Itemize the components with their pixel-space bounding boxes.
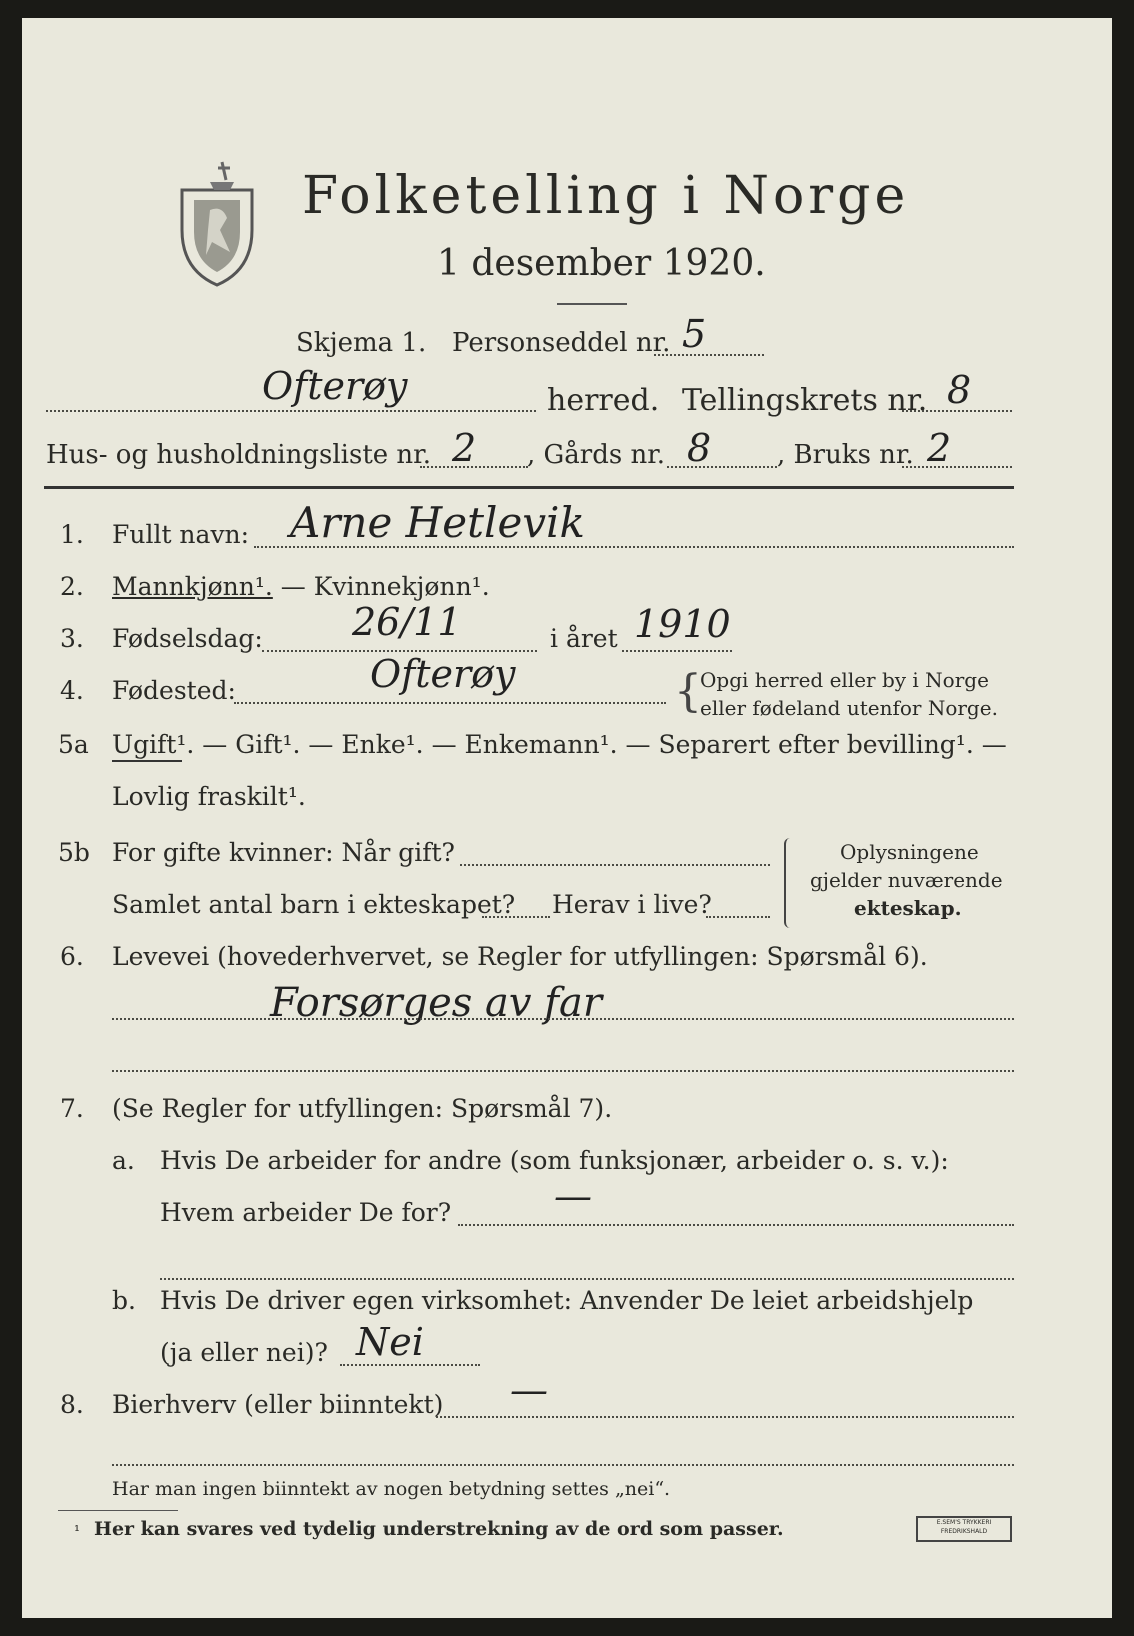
q4-note-line2: eller fødeland utenfor Norge. (700, 696, 998, 720)
q5b-note-line3: ekteskap. (854, 896, 962, 920)
q4-value: Ofterøy (370, 652, 516, 696)
coat-of-arms-icon (172, 160, 262, 290)
q8-label: Bierhverv (eller biinntekt) (112, 1390, 444, 1419)
q3-year-value: 1910 (634, 602, 731, 646)
q7a-line1: Hvis De arbeider for andre (som funksjonær, arbeider o. s. v.): (160, 1146, 949, 1175)
q6-line1 (112, 1018, 1014, 1020)
skjema-label: Skjema 1. (296, 328, 427, 358)
q7-number: 7. (60, 1094, 84, 1123)
q5b-note-line2: gjelder nuværende (810, 868, 1003, 892)
bruks-value: 2 (927, 426, 952, 470)
herred-value: Ofterøy (262, 364, 408, 408)
q5b-label1: For gifte kvinner: Når gift? (112, 838, 455, 867)
q6-number: 6. (60, 942, 84, 971)
husholdningsliste-value: 2 (452, 426, 477, 470)
census-form (22, 18, 1112, 1618)
q3-label: Fødselsdag: (112, 624, 263, 653)
q5a-line2: Lovlig fraskilt¹. (112, 782, 306, 811)
q4-number: 4. (60, 676, 84, 705)
printer-stamp: E.SEM'S TRYKKERI FREDRIKSHALD (916, 1516, 1012, 1542)
q5a-number: 5a (58, 730, 89, 759)
q7a-letter: a. (112, 1146, 135, 1175)
q7a-answer-line (458, 1224, 1014, 1226)
q8-line1 (436, 1416, 1014, 1418)
q7b-value: Nei (356, 1320, 424, 1364)
q7a-line2: Hvem arbeider De for? (160, 1198, 452, 1227)
tellingskrets-label: Tellingskrets nr. (682, 383, 928, 418)
q4-note-line1: Opgi herred eller by i Norge (700, 668, 989, 692)
personseddel-value: 5 (682, 312, 707, 356)
title-rule (557, 303, 627, 305)
personseddel-line (654, 354, 764, 356)
q4-label: Fødested: (112, 676, 236, 705)
q2-number: 2. (60, 572, 84, 601)
q7b-line2: (ja eller nei)? (160, 1338, 328, 1367)
q6-value: Forsørges av far (270, 980, 602, 1026)
q8-value: — (510, 1368, 548, 1412)
q6-line2 (112, 1070, 1014, 1072)
q5a-line1: Ugift¹. — Gift¹. — Enke¹. — Enkemann¹. — Separert efter bevilling¹. — (112, 730, 1007, 759)
q7b-answer-line (340, 1364, 480, 1366)
q6-label: Levevei (hovederhvervet, se Regler for utfyllingen: Spørsmål 6). (112, 942, 928, 971)
q5b-line1 (460, 864, 770, 866)
q5b-number: 5b (58, 838, 90, 867)
q7a-value: — (554, 1174, 592, 1218)
q5b-note-line1: Oplysningene (840, 840, 979, 864)
census-date: 1 desember 1920. (437, 243, 766, 284)
q7-label: (Se Regler for utfyllingen: Spørsmål 7). (112, 1094, 613, 1123)
form-title: Folketelling i Norge (302, 166, 910, 226)
q3-number: 3. (60, 624, 84, 653)
q5b-line3 (706, 916, 770, 918)
q5b-line2 (482, 916, 550, 918)
q1-label: Fullt navn: (112, 520, 250, 549)
q1-value: Arne Hetlevik (290, 498, 585, 547)
bruks-label: , Bruks nr. (777, 440, 914, 470)
q2-separator: — (272, 572, 314, 601)
gards-label: , Gårds nr. (527, 440, 666, 470)
q7a-extra-line (160, 1278, 1014, 1280)
q8-number: 8. (60, 1390, 84, 1419)
footer-note: Har man ingen biinntekt av nogen betydning settes „nei“. (112, 1478, 671, 1500)
gards-value: 8 (687, 426, 712, 470)
footnote-mark: ¹ (74, 1522, 81, 1540)
q3-year-label: i året (550, 624, 618, 653)
q8-line2 (112, 1464, 1014, 1466)
husholdningsliste-label: Hus- og husholdningsliste nr. (46, 440, 432, 470)
footnote-rule (58, 1510, 178, 1511)
q4-brace: { (674, 666, 702, 717)
footnote-text: Her kan svares ved tydelig understrekning av de ord som passer. (94, 1518, 784, 1540)
mannkjonn-option: Mannkjønn¹. (112, 572, 273, 601)
kvinnekjonn-option: Kvinnekjønn¹. (313, 572, 490, 601)
ugift-underline (112, 760, 182, 762)
q7b-line1: Hvis De driver egen virksomhet: Anvender De leiet arbeidshjelp (160, 1286, 974, 1315)
q5b-label3: Herav i live? (552, 890, 712, 919)
q5b-label2: Samlet antal barn i ekteskapet? (112, 890, 516, 919)
q3-year-line (622, 650, 732, 652)
q1-number: 1. (60, 520, 84, 549)
herred-line (46, 410, 536, 412)
q4-line (234, 702, 666, 704)
q5b-bracket (784, 838, 794, 928)
gards-line (667, 466, 777, 468)
header-divider (44, 486, 1014, 489)
tellingskrets-value: 8 (947, 368, 972, 412)
bruks-line (902, 466, 1012, 468)
q3-value: 26/11 (352, 600, 462, 644)
q7b-letter: b. (112, 1286, 136, 1315)
q2-options (112, 572, 490, 601)
personseddel-label: Personseddel nr. (452, 328, 671, 358)
herred-label: herred. (547, 383, 660, 418)
